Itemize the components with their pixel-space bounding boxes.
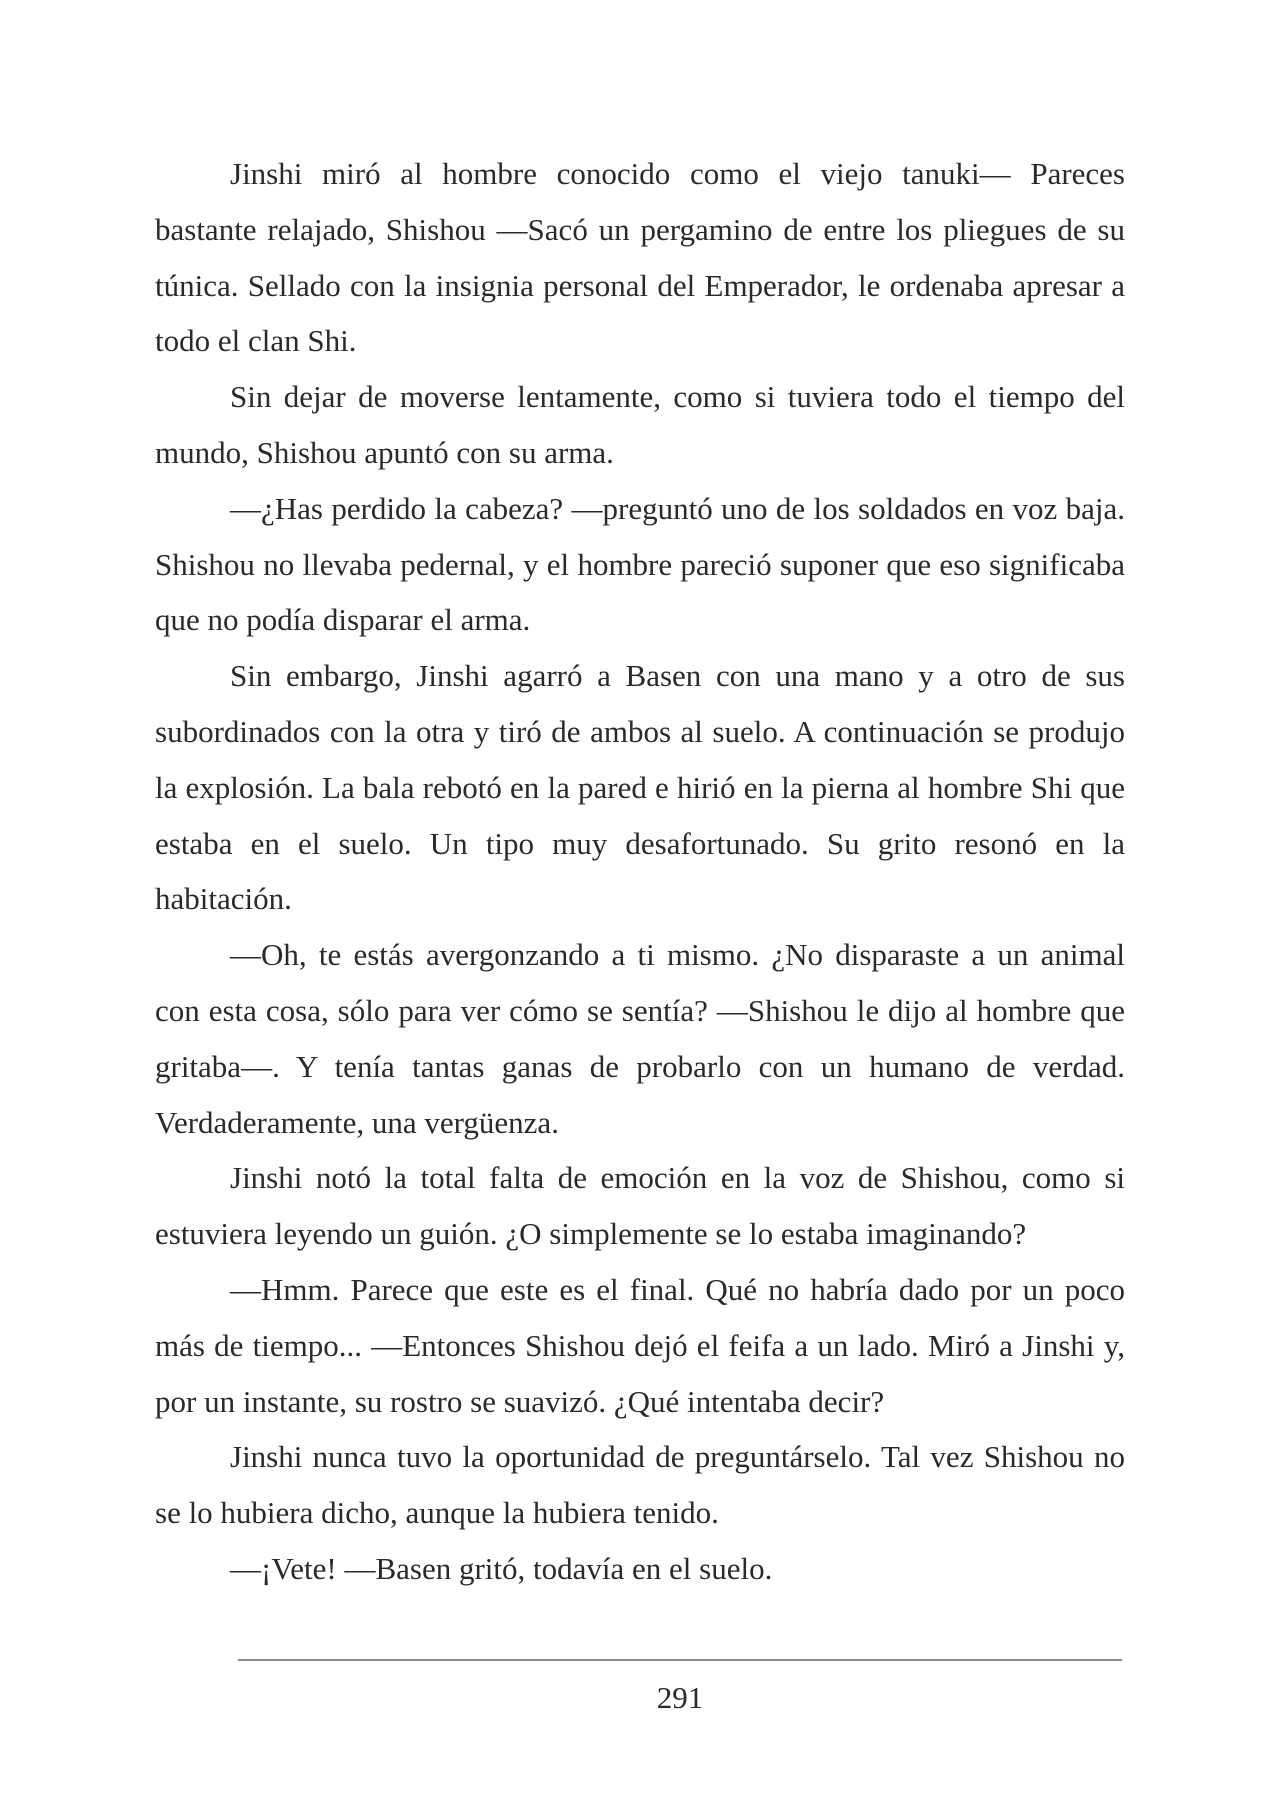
paragraph: —¿Has perdido la cabeza? —preguntó uno de los soldados en voz baja. Shishou no llevaba pedernal, y el hombre pareció suponer que eso significaba que no podía disparar el arma. [155, 490, 1125, 638]
paragraph: —Hmm. Parece que este es el final. Qué no habría dado por un poco más de tiempo... —Entonces Shishou dejó el feifa a un lado. Miró a Jinshi y, por un instante, su rostro se suavizó. ¿Qué intentaba decir? [155, 1271, 1125, 1419]
paragraph: Jinshi miró al hombre conocido como el viejo tanuki— Pareces bastante relajado, Shishou —Sacó un pergamino de entre los pliegues de su túnica. Sellado con la insignia personal del Emperador, le ordenaba apresar a todo el clan Shi. [155, 156, 1125, 359]
paragraph: Jinshi notó la total falta de emoción en la voz de Shishou, como si estuviera leyendo un guión. ¿O simplemente se lo estaba imaginando? [155, 1160, 1125, 1252]
paragraph: —Oh, te estás avergonzando a ti mismo. ¿No disparaste a un animal con esta cosa, sólo para ver cómo se sentía? —Shishou le dijo al hombre que gritaba—. Y tenía tantas ganas de probarlo con un humano de verdad. Verdaderamente, una vergüenza. [155, 937, 1125, 1140]
paragraph: Sin embargo, Jinshi agarró a Basen con una mano y a otro de sus subordinados con la otra y tiró de ambos al suelo. A continuación se produjo la explosión. La bala rebotó en la pared e hirió en la pierna al hombre Shi que estaba en el suelo. Un tipo muy desafortunado. Su grito resonó en la habitación. [155, 658, 1125, 917]
page-number: 291 [656, 1680, 704, 1715]
footer-divider [238, 1659, 1122, 1661]
body-text [155, 146, 1125, 1597]
paragraph: —¡Vete! —Basen gritó, todavía en el suelo. [230, 1550, 773, 1586]
paragraph: Sin dejar de moverse lentamente, como si tuviera todo el tiempo del mundo, Shishou apuntó con su arma. [155, 379, 1125, 470]
paragraph: Jinshi nunca tuvo la oportunidad de preguntárselo. Tal vez Shishou no se lo hubiera dicho, aunque la hubiera tenido. [155, 1439, 1125, 1531]
